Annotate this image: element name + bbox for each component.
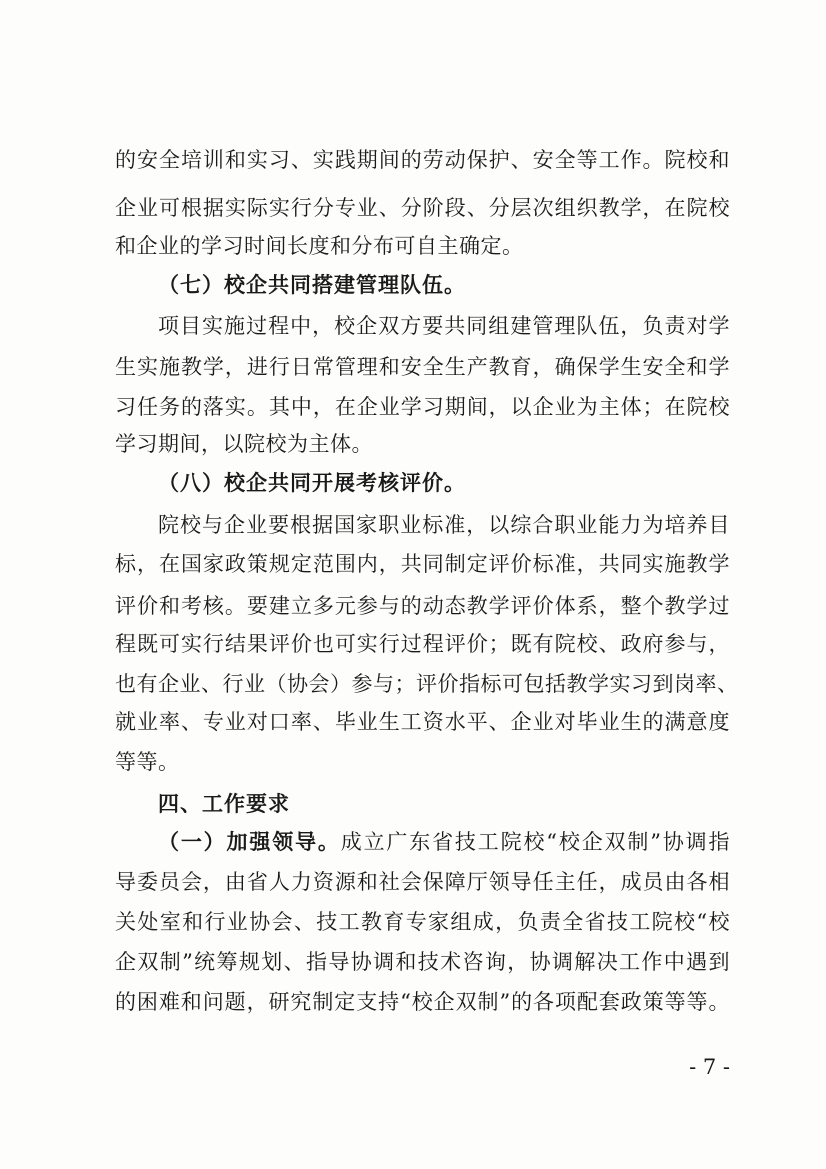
page-number: - 7 - [689,1055,730,1079]
paragraph-line: 程既可实行结果评价也可实行过程评价；既有院校、政府参与， [115,632,730,656]
paragraph-line: 评价和考核。要建立多元参与的动态教学评价体系，整个教学过 [115,594,730,618]
paragraph-line: 就业率、专业对口率、毕业生工资水平、企业对毕业生的满意度 [115,710,730,734]
paragraph-line: 导委员会，由省人力资源和社会保障厅领导任主任，成员由各相 [115,870,730,894]
paragraph-line: 的困难和问题，研究制定支持“校企双制”的各项配套政策等等。 [115,990,730,1014]
paragraph-line: 项目实施过程中，校企双方要共同组建管理队伍，负责对学 [158,314,730,338]
section-heading-4: 四、工作要求 [158,792,290,816]
subheading-lead: （一）加强领导。 [158,830,341,854]
paragraph-line: 等等。 [115,750,180,774]
paragraph-first-line [158,822,730,862]
paragraph-line: 生实施教学，进行日常管理和安全生产教育，确保学生安全和学 [115,355,730,379]
paragraph-line: 院校与企业要根据国家职业标准，以综合职业能力为培养目 [158,513,730,537]
paragraph-line: 企双制”统筹规划、指导协调和技术咨询，协调解决工作中遇到 [115,950,730,974]
paragraph-line: 和企业的学习时间长度和分布可自主确定。 [115,234,524,258]
paragraph-line: 企业可根据实际实行分专业、分阶段、分层次组织教学，在院校 [115,196,730,220]
paragraph-text: 成立广东省技工院校“校企双制”协调指 [340,830,730,854]
section-heading-7: （七）校企共同搭建管理队伍。 [158,273,466,297]
section-heading-8: （八）校企共同开展考核评价。 [158,471,466,495]
paragraph-line: 也有企业、行业（协会）参与；评价指标可包括教学实习到岗率、 [115,672,739,696]
paragraph-line: 关处室和行业协会、技工教育专家组成，负责全省技工院校“校 [115,910,730,934]
paragraph-line: 标，在国家政策规定范围内，共同制定评价标准，共同实施教学 [115,552,730,576]
paragraph-line: 学习期间，以院校为主体。 [115,432,373,456]
paragraph-line: 习任务的落实。其中，在企业学习期间，以企业为主体；在院校 [115,395,730,419]
paragraph-line: 的安全培训和实习、实践期间的劳动保护、安全等工作。院校和 [115,148,730,172]
